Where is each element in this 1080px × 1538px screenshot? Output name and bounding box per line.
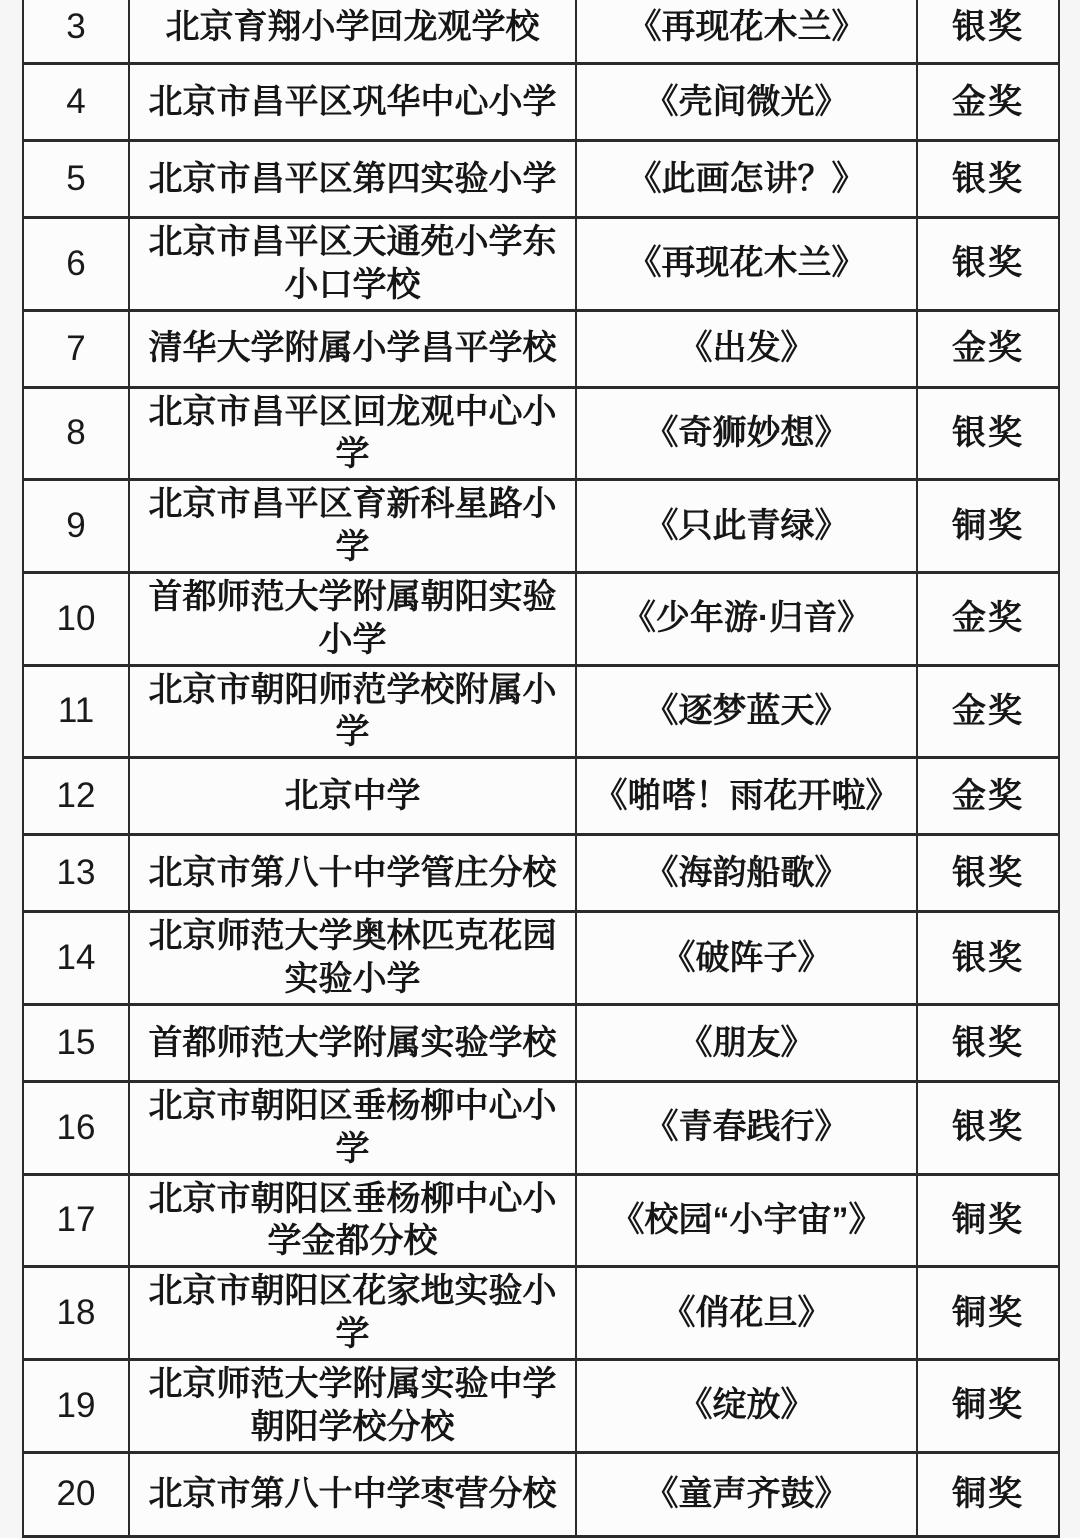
award-level-cell: 铜奖 — [917, 1267, 1059, 1360]
school-name-cell: 北京市昌平区第四实验小学 — [129, 141, 576, 218]
award-level-cell: 金奖 — [917, 572, 1059, 665]
work-title-cell: 《壳间微光》 — [576, 64, 917, 141]
work-title-cell: 《绽放》 — [576, 1359, 917, 1452]
table-row — [23, 1081, 1059, 1174]
table-row — [23, 1174, 1059, 1267]
work-title-cell: 《啪嗒！雨花开啦》 — [576, 758, 917, 835]
award-table — [22, 0, 1060, 1538]
work-title-cell: 《校园“小宇宙”》 — [576, 1174, 917, 1267]
row-number-cell: 17 — [23, 1174, 129, 1267]
table-row — [23, 912, 1059, 1005]
work-title-cell: 《逐梦蓝天》 — [576, 665, 917, 758]
school-name-cell: 首都师范大学附属朝阳实验小学 — [129, 572, 576, 665]
work-title-cell: 《只此青绿》 — [576, 480, 917, 573]
row-number-cell: 11 — [23, 665, 129, 758]
school-name-cell: 北京市昌平区育新科星路小学 — [129, 480, 576, 573]
table-row — [23, 758, 1059, 835]
row-number-cell: 9 — [23, 480, 129, 573]
table-row — [23, 0, 1059, 64]
award-level-cell: 银奖 — [917, 141, 1059, 218]
award-level-cell: 银奖 — [917, 1004, 1059, 1081]
award-level-cell: 银奖 — [917, 0, 1059, 64]
award-level-cell: 银奖 — [917, 912, 1059, 1005]
school-name-cell: 北京市第八十中学枣营分校 — [129, 1452, 576, 1536]
row-number-cell: 10 — [23, 572, 129, 665]
award-level-cell: 铜奖 — [917, 480, 1059, 573]
row-number-cell: 19 — [23, 1359, 129, 1452]
work-title-cell: 《童声齐鼓》 — [576, 1452, 917, 1536]
row-number-cell: 3 — [23, 0, 129, 64]
table-row — [23, 141, 1059, 218]
work-title-cell: 《少年游·归音》 — [576, 572, 917, 665]
award-level-cell: 金奖 — [917, 665, 1059, 758]
school-name-cell: 北京市昌平区天通苑小学东小口学校 — [129, 218, 576, 311]
row-number-cell: 6 — [23, 218, 129, 311]
award-level-cell: 铜奖 — [917, 1452, 1059, 1536]
school-name-cell: 北京市第八十中学管庄分校 — [129, 835, 576, 912]
row-number-cell: 20 — [23, 1452, 129, 1536]
school-name-cell: 北京市昌平区回龙观中心小学 — [129, 387, 576, 480]
work-title-cell: 《青春践行》 — [576, 1081, 917, 1174]
work-title-cell: 《朋友》 — [576, 1004, 917, 1081]
table-row — [23, 387, 1059, 480]
award-level-cell: 银奖 — [917, 387, 1059, 480]
award-table-body — [23, 0, 1059, 1536]
award-table-container — [22, 0, 1058, 1538]
table-row — [23, 64, 1059, 141]
table-row — [23, 480, 1059, 573]
table-row — [23, 835, 1059, 912]
row-number-cell: 16 — [23, 1081, 129, 1174]
table-row — [23, 1267, 1059, 1360]
work-title-cell: 《奇狮妙想》 — [576, 387, 917, 480]
award-level-cell: 铜奖 — [917, 1174, 1059, 1267]
table-row — [23, 310, 1059, 387]
table-row — [23, 1004, 1059, 1081]
school-name-cell: 首都师范大学附属实验学校 — [129, 1004, 576, 1081]
work-title-cell: 《破阵子》 — [576, 912, 917, 1005]
award-level-cell: 金奖 — [917, 64, 1059, 141]
school-name-cell: 北京市朝阳区垂杨柳中心小学金都分校 — [129, 1174, 576, 1267]
row-number-cell: 4 — [23, 64, 129, 141]
award-level-cell: 铜奖 — [917, 1359, 1059, 1452]
row-number-cell: 12 — [23, 758, 129, 835]
school-name-cell: 北京育翔小学回龙观学校 — [129, 0, 576, 64]
row-number-cell: 18 — [23, 1267, 129, 1360]
row-number-cell: 13 — [23, 835, 129, 912]
row-number-cell: 5 — [23, 141, 129, 218]
award-level-cell: 银奖 — [917, 218, 1059, 311]
table-row — [23, 218, 1059, 311]
work-title-cell: 《此画怎讲？》 — [576, 141, 917, 218]
school-name-cell: 北京师范大学附属实验中学朝阳学校分校 — [129, 1359, 576, 1452]
award-level-cell: 银奖 — [917, 1081, 1059, 1174]
award-level-cell: 金奖 — [917, 310, 1059, 387]
school-name-cell: 北京中学 — [129, 758, 576, 835]
table-row — [23, 1359, 1059, 1452]
row-number-cell: 15 — [23, 1004, 129, 1081]
school-name-cell: 北京师范大学奥林匹克花园实验小学 — [129, 912, 576, 1005]
table-row — [23, 572, 1059, 665]
work-title-cell: 《俏花旦》 — [576, 1267, 917, 1360]
school-name-cell: 北京市昌平区巩华中心小学 — [129, 64, 576, 141]
work-title-cell: 《海韵船歌》 — [576, 835, 917, 912]
row-number-cell: 14 — [23, 912, 129, 1005]
school-name-cell: 北京市朝阳区垂杨柳中心小学 — [129, 1081, 576, 1174]
school-name-cell: 北京市朝阳区花家地实验小学 — [129, 1267, 576, 1360]
school-name-cell: 清华大学附属小学昌平学校 — [129, 310, 576, 387]
row-number-cell: 7 — [23, 310, 129, 387]
row-number-cell: 8 — [23, 387, 129, 480]
school-name-cell: 北京市朝阳师范学校附属小学 — [129, 665, 576, 758]
table-row — [23, 665, 1059, 758]
work-title-cell: 《再现花木兰》 — [576, 218, 917, 311]
award-level-cell: 金奖 — [917, 758, 1059, 835]
award-level-cell: 银奖 — [917, 835, 1059, 912]
work-title-cell: 《再现花木兰》 — [576, 0, 917, 64]
work-title-cell: 《出发》 — [576, 310, 917, 387]
table-row — [23, 1452, 1059, 1536]
